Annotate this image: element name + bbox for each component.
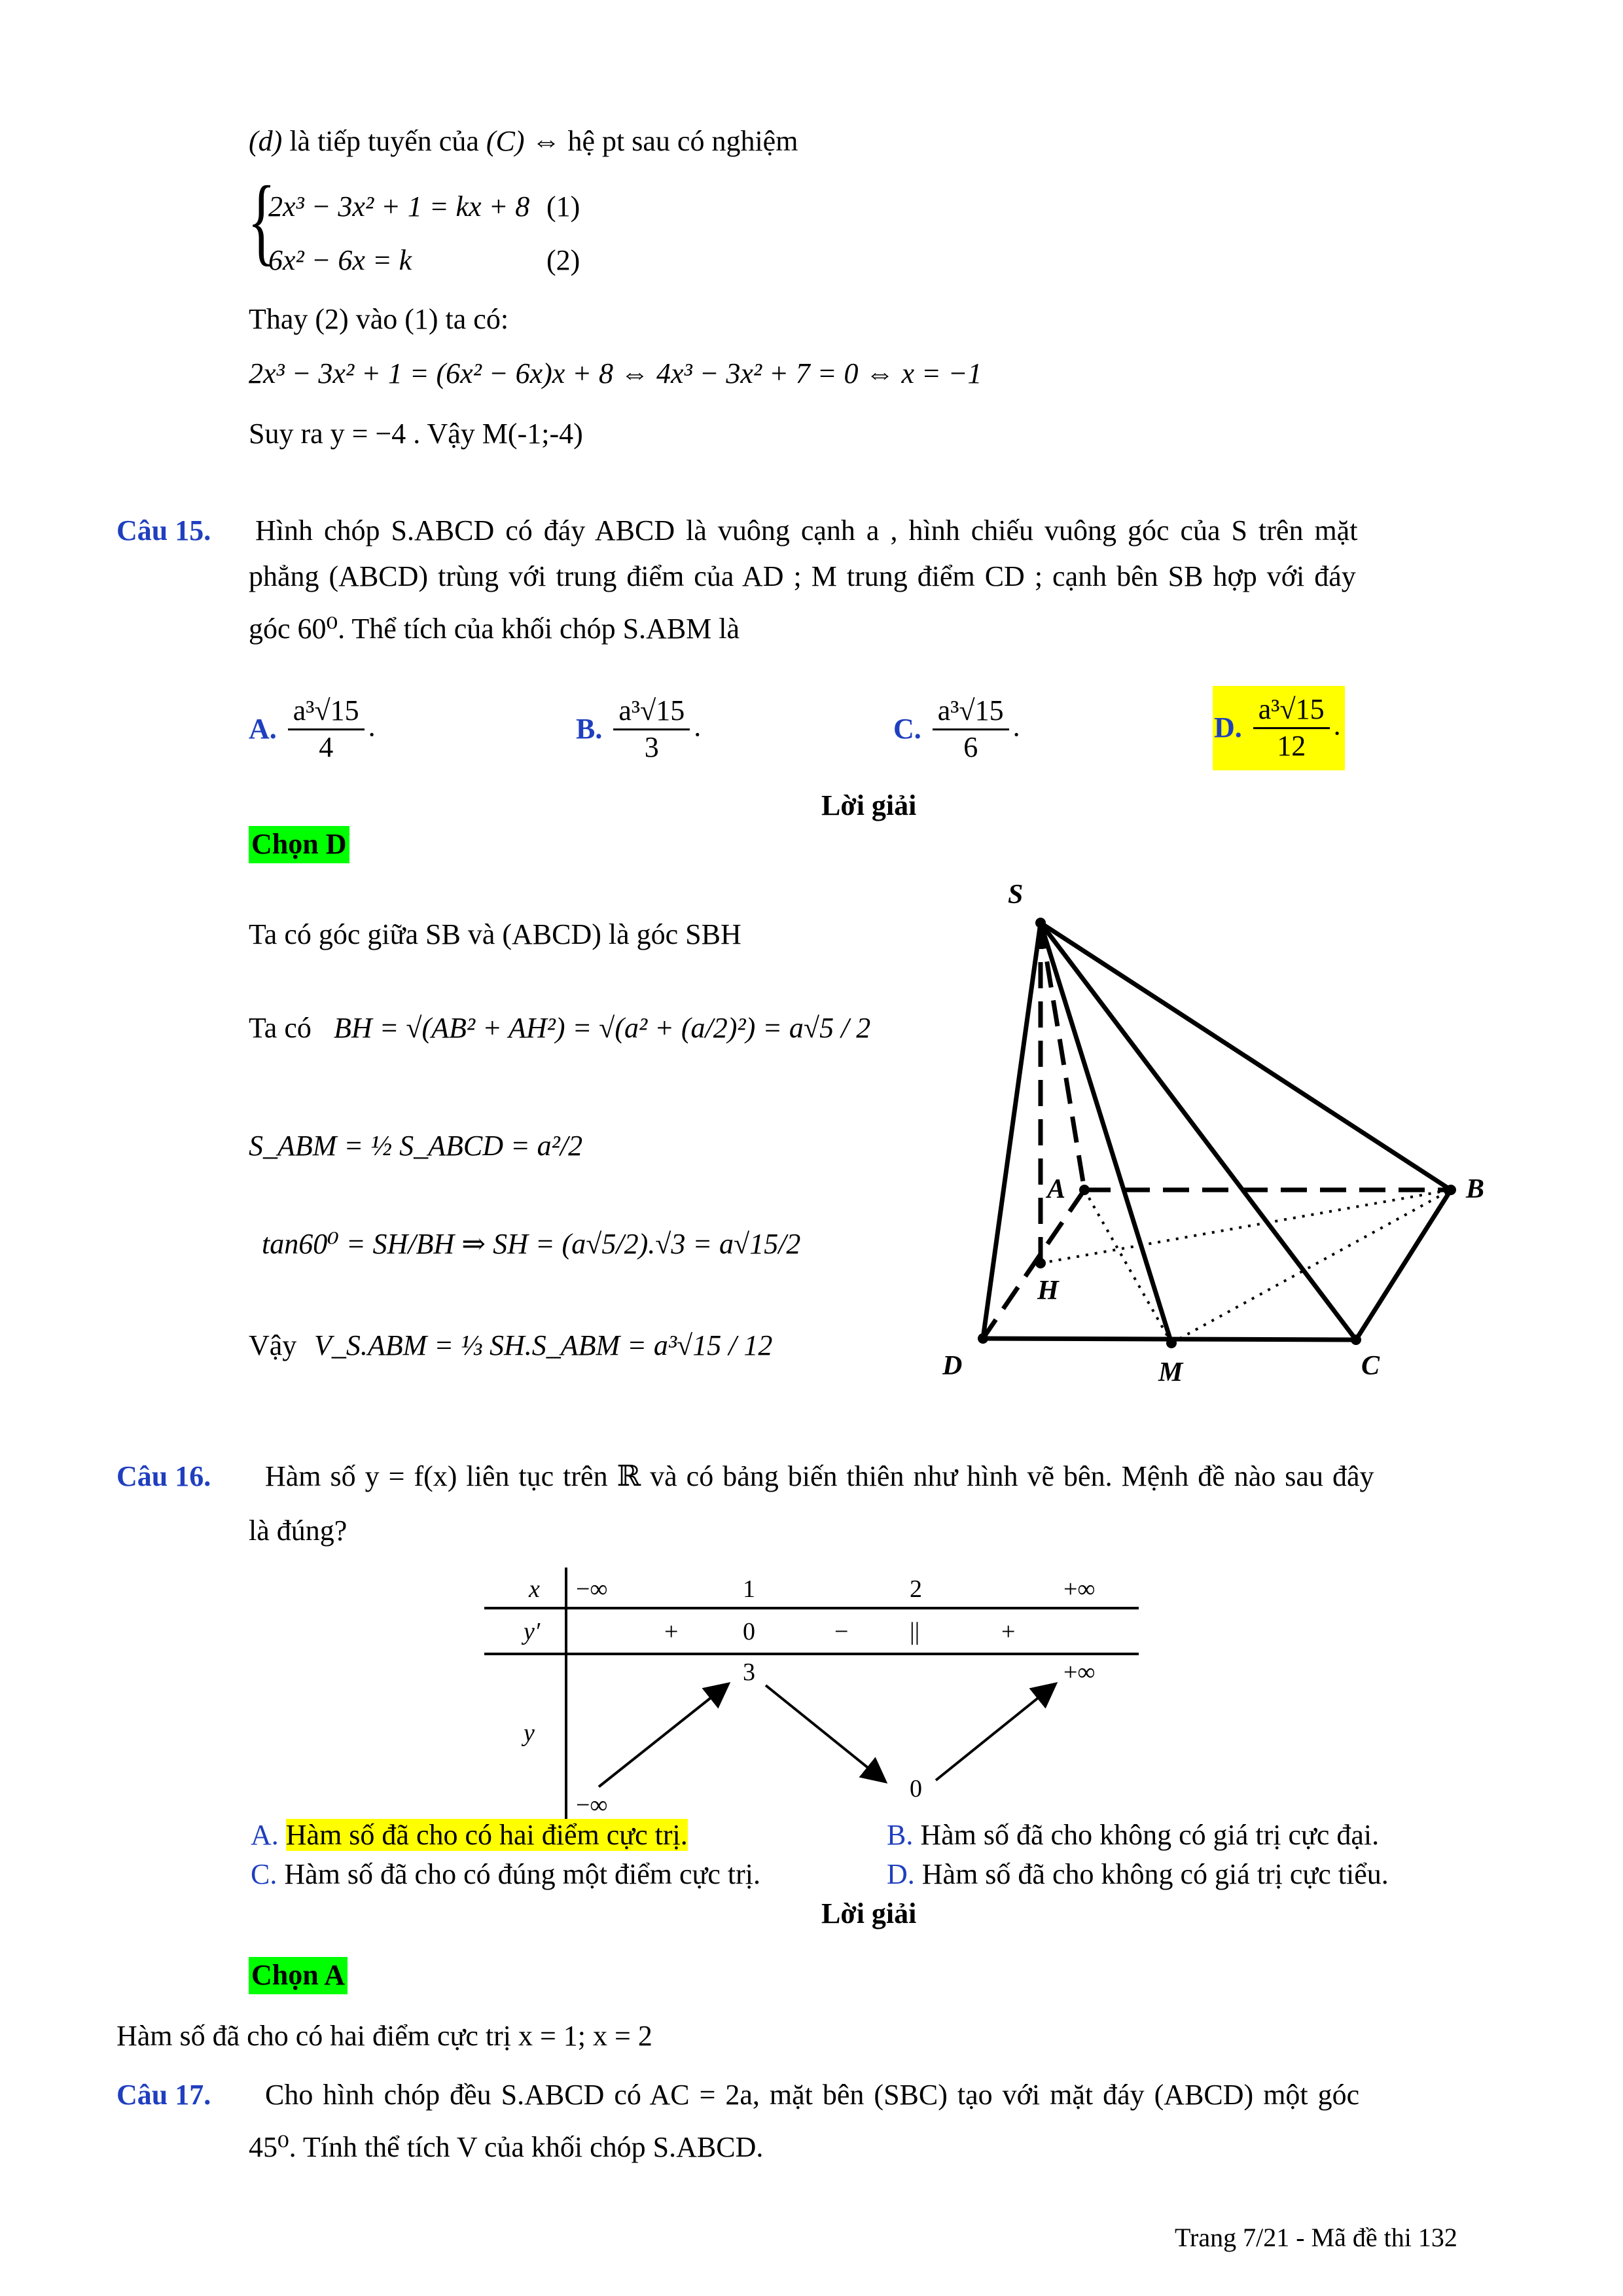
label-M: M <box>1158 1357 1183 1388</box>
q15-option-a[interactable]: A. $\frac{\text{a³√15}}{4}$ . <box>249 694 376 765</box>
prev-text2: ⇔ hệ pt sau có nghiệm <box>531 125 798 157</box>
y-val-1: −∞ <box>576 1791 608 1819</box>
label-A: A <box>1047 1174 1066 1204</box>
edge-SB <box>1041 923 1451 1190</box>
q15-line1: Hình chóp S.ABCD có đáy ABCD là vuông cạnh a , hình chiếu vuông góc của S trên mặt <box>255 514 1358 547</box>
edge-SD <box>983 923 1041 1338</box>
prev-c: (C) <box>486 125 525 157</box>
q16-option-b-text: Hàm số đã cho không có giá trị cực đại. <box>920 1819 1380 1851</box>
q16-line1: Hàm số y = f(x) liên tục trên ℝ và có bảng biến thiên như hình vẽ bên. Mệnh đề nào sau đây <box>265 1460 1374 1492</box>
q15-choice: Chọn D <box>249 826 349 863</box>
q16-option-c[interactable] <box>251 1857 760 1892</box>
subst-eq: 2x³ − 3x² + 1 = (6x² − 6x)x + 8 ⇔ 4x³ − 3x² + 7 = 0 ⇔ x = −1 <box>249 357 982 389</box>
row-x-label: x <box>529 1575 540 1603</box>
y-val-4: +∞ <box>1063 1659 1096 1686</box>
label-D: D <box>942 1351 963 1381</box>
q15-line3: góc 60⁰. Thể tích của khối chóp S.ABM là <box>249 613 740 645</box>
q15-solution-title: Lời giải <box>821 789 917 821</box>
q16-option-d[interactable] <box>887 1857 1389 1892</box>
y-val-3: 0 <box>910 1775 922 1803</box>
edge-CB <box>1356 1190 1451 1340</box>
q16-option-a-letter: A. <box>251 1819 279 1851</box>
row-y-label: y <box>524 1719 535 1747</box>
q15-option-c-letter: C. <box>893 712 921 745</box>
q15-sol1: Ta có góc giữa SB và (ABCD) là góc SBH <box>249 918 741 950</box>
edge-SM <box>1041 923 1171 1343</box>
q17-line1: Cho hình chóp đều S.ABCD có AC = 2a, mặt bên (SBC) tạo với mặt đáy (ABCD) một góc <box>265 2079 1360 2111</box>
q16-option-c-letter: C. <box>251 1858 277 1890</box>
q16-line2: là đúng? <box>249 1515 348 1547</box>
q15-sol4: tan60⁰ = SH/BH ⇒ SH = (a√5/2).√3 = a√15/2 <box>262 1228 801 1260</box>
q16-explain: Hàm số đã cho có hai điểm cực trị x = 1; x = 2 <box>116 2020 652 2052</box>
prev-text: là tiếp tuyến của <box>289 125 479 157</box>
q15-option-b[interactable]: B. $\frac{\text{a³√15}}{3}$ . <box>576 694 701 765</box>
system-eq1-tag: (1) <box>546 190 580 223</box>
q16-option-a[interactable] <box>251 1818 688 1853</box>
prev-line1 <box>249 124 798 159</box>
q15-sol2-label: Ta có <box>249 1012 312 1044</box>
q16-option-a-text: Hàm số đã cho có hai điểm cực trị. <box>285 1819 688 1851</box>
q16-option-b-letter: B. <box>887 1819 914 1851</box>
y-val-2: 3 <box>743 1659 755 1686</box>
sign-1: + <box>664 1618 679 1645</box>
edge-SA <box>1041 923 1084 1190</box>
x-val-3: 2 <box>910 1575 922 1603</box>
q15-option-a-letter: A. <box>249 712 277 745</box>
x-val-1: −∞ <box>576 1575 608 1603</box>
q15-option-c-frac: $\frac{\text{a³√15}}{6}$ <box>933 694 1009 765</box>
q15-label: Câu 15. <box>116 514 211 547</box>
label-S: S <box>1008 880 1024 910</box>
q15-sol5: V_S.ABM = ⅓ SH.S_ABM = a³√15 / 12 <box>314 1329 773 1361</box>
q15-option-d-frac: $\frac{\text{a³√15}}{12}$ <box>1253 692 1330 764</box>
x-val-2: 1 <box>743 1575 755 1603</box>
q16-option-d-text: Hàm số đã cho không có giá trị cực tiểu. <box>921 1858 1389 1890</box>
q16-option-b[interactable] <box>887 1818 1379 1853</box>
edge-AM <box>1084 1190 1171 1343</box>
q16-label: Câu 16. <box>116 1460 211 1492</box>
edge-SC <box>1041 923 1356 1340</box>
pyramid-figure <box>942 870 1505 1407</box>
edge-HB <box>1041 1190 1451 1263</box>
q16-option-d-letter: D. <box>887 1858 915 1890</box>
sign-5: + <box>1001 1618 1016 1645</box>
page-footer: Trang 7/21 - Mã đề thi 132 <box>1175 2223 1457 2252</box>
edge-MB <box>1171 1190 1451 1343</box>
system-eq2: 6x² − 6x = k <box>268 244 412 276</box>
arrow-up-1 <box>599 1685 726 1787</box>
arrow-down <box>766 1685 883 1780</box>
arrow-up-2 <box>936 1685 1054 1780</box>
result-text: Suy ra y = −4 . Vậy M(-1;-4) <box>249 418 583 450</box>
x-val-4: +∞ <box>1063 1575 1096 1603</box>
q15-option-d[interactable]: D. $\frac{\text{a³√15}}{12}$ . <box>1213 686 1345 770</box>
q17-line2: 45⁰. Tính thể tích V của khối chóp S.ABCD. <box>249 2131 764 2163</box>
label-H: H <box>1037 1276 1059 1306</box>
q16-option-c-text: Hàm số đã cho có đúng một điểm cực trị. <box>284 1858 761 1890</box>
variation-table <box>484 1568 1139 1820</box>
q15-option-c[interactable]: C. $\frac{\text{a³√15}}{6}$ . <box>893 694 1020 765</box>
sign-4: || <box>910 1618 920 1645</box>
q15-option-d-letter: D. <box>1214 711 1242 744</box>
q15-sol5-label: Vậy <box>249 1329 297 1361</box>
prev-d: (d) <box>249 125 283 157</box>
q16-solution-title: Lời giải <box>821 1897 917 1929</box>
q17-label: Câu 17. <box>116 2079 211 2111</box>
q16-choice: Chọn A <box>249 1957 348 1994</box>
q15-option-b-frac: $\frac{\text{a³√15}}{3}$ <box>613 694 690 765</box>
q15-option-a-frac: $\frac{\text{a³√15}}{4}$ <box>288 694 365 765</box>
label-C: C <box>1361 1351 1380 1381</box>
q15-sol2: BH = √(AB² + AH²) = √(a² + (a/2)²) = a√5 / 2 <box>334 1012 871 1044</box>
sign-3: − <box>834 1618 849 1645</box>
sign-2: 0 <box>743 1618 755 1645</box>
system-eq1: 2x³ − 3x² + 1 = kx + 8 <box>268 190 530 223</box>
q15-line2: phẳng (ABCD) trùng với trung điểm của AD ; M trung điểm CD ; cạnh bên SB hợp với đáy <box>249 560 1356 592</box>
q15-option-b-letter: B. <box>576 712 603 745</box>
row-yp-label: y′ <box>524 1618 541 1645</box>
label-B: B <box>1466 1174 1485 1204</box>
q15-sol3: S_ABM = ½ S_ABCD = a²/2 <box>249 1130 583 1162</box>
subst-text: Thay (2) vào (1) ta có: <box>249 303 509 335</box>
system-eq2-tag: (2) <box>546 244 580 276</box>
system-brace: { <box>247 166 276 275</box>
